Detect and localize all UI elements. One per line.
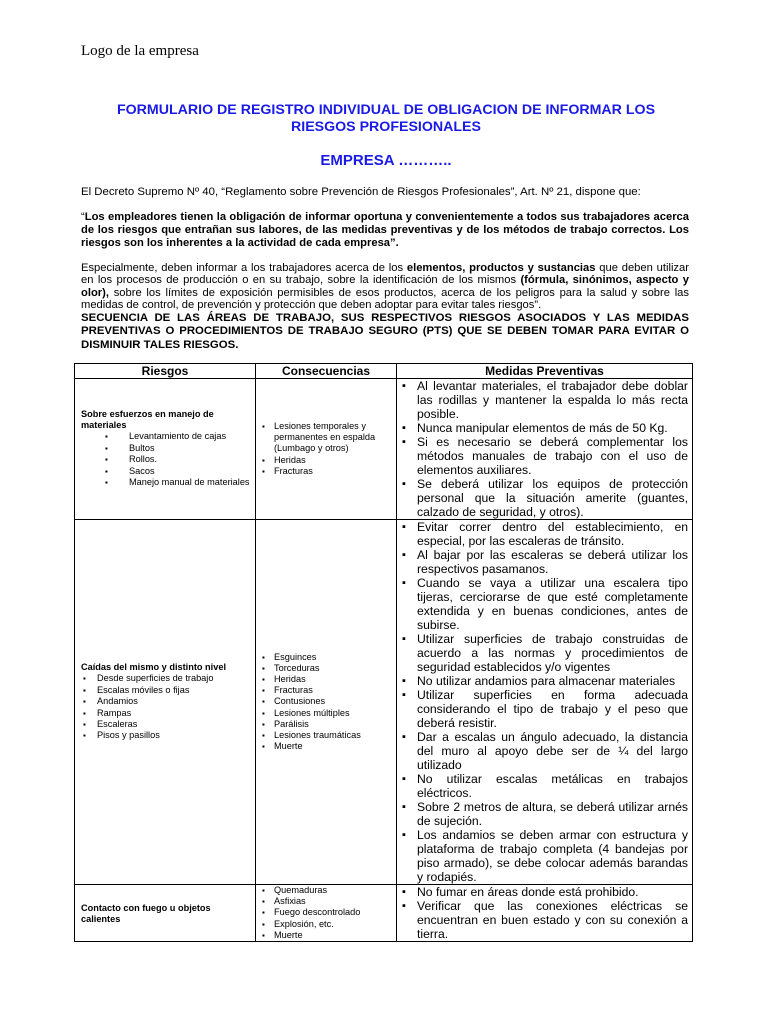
list-item: ▪ Evitar correr dentro del establecimiento, en especial, por las escaleras de tránsito. [397,520,692,548]
list-item: ▪ Esguinces [256,652,396,663]
company-name: EMPRESA ……….. [320,152,452,169]
list-item: ▪ Escaleras [75,719,255,730]
list-item: ▪ Lesiones temporales y permanentes en espalda (Lumbago y otros) [256,421,396,455]
paragraph-part-2: que deben utilizar en los procesos de producción o en su trabajo, sobre la identificación de los mismos [81,262,689,287]
list-item: ▪ Explosión, etc. [256,919,396,930]
list-item: ▪ Utilizar superficies en forma adecuada considerando el tipo de trabajo y el peso que deberá resistir. [397,688,692,730]
list-item: ▪ Contusiones [256,696,396,707]
list-item: ▪ Fracturas [256,466,396,477]
sequence-heading: SECUENCIA DE LAS ÁREAS DE TRABAJO, SUS RESPECTIVOS RIESGOS ASOCIADOS Y LAS MEDIDAS PREVENTIVAS O PROCEDIMIENTOS DE TRABAJO SEGURO (PTS) QUE SE DEBEN TOMAR PARA EVITAR O DISMINUIR TALES RIESGOS. [81,312,689,351]
paragraph-bold-2: (fórmula, sinónimos, aspecto y olor), [81,274,689,299]
list-item: ▪ Dar a escalas un ángulo adecuado, la distancia del muro al apoyo debe ser de ¼ del largo utilizado [397,730,692,772]
header-riesgos: Riesgos [75,364,256,379]
decree-intro: El Decreto Supremo Nº 40, “Reglamento sobre Prevención de Riesgos Profesionales”, Art. Nº 21, dispone que: [81,186,641,198]
company-logo-placeholder: Logo de la empresa [81,43,199,59]
measures-cell [397,520,693,885]
table-row [75,520,693,885]
form-title-line-2: RIESGOS PROFESIONALES [291,119,481,135]
consequences-list [256,421,396,477]
risk-cell [75,379,256,520]
header-medidas-preventivas: Medidas Preventivas [397,364,693,379]
paragraph-part-3: sobre los límites de exposición permisibles de esos productos, acerca de los peligros para la salud y sobre las medidas de control, de prevención y protección que deben adoptar para evitar tales riesgos”. [81,286,689,311]
paragraph-bold-1: elementos, productos y sustancias [406,262,596,274]
form-title [80,102,692,136]
list-item: ▪ Heridas [256,674,396,685]
list-item: ▪ Los andamios se deben armar con estructura y plataforma de trabajo completa (4 bandejas por piso armado), se debe colocar además barandas y rodapiés. [397,828,692,884]
measures-list [397,885,692,941]
risk-cell [75,520,256,885]
list-item: ▪ Desde superficies de trabajo [75,673,255,684]
header-consecuencias: Consecuencias [256,364,397,379]
risk-cell [75,885,256,942]
consequences-cell [256,885,397,942]
measures-list [397,379,692,519]
list-item: ▪ Si es necesario se deberá complementar los métodos manuales de trabajo con el uso de elementos auxiliares. [397,435,692,477]
list-item: ▪ Utilizar superficies de trabajo construidas de acuerdo a las normas y procedimientos de seguridad establecidos y/o vigentes [397,632,692,674]
list-item: ▪ Sobre 2 metros de altura, se deberá utilizar arnés de sujeción. [397,800,692,828]
consequences-list [256,885,396,941]
risk-items-list [75,673,255,741]
list-item: ▪ Al bajar por las escaleras se deberá utilizar los respectivos pasamanos. [397,548,692,576]
list-item: ▪ Lesiones múltiples [256,708,396,719]
list-item: ▪ Heridas [256,455,396,466]
list-item: ▪ Sacos [75,466,255,477]
list-item: ▪ Torceduras [256,663,396,674]
list-item: ▪ Levantamiento de cajas [75,431,255,442]
list-item: ▪ Manejo manual de materiales [75,477,255,488]
risk-items-list [75,431,255,488]
list-item: ▪ Rampas [75,708,255,719]
list-item: ▪ Rollos. [75,454,255,465]
consequences-cell [256,379,397,520]
risk-title: Caídas del mismo y distinto nivel [81,662,226,673]
table-row [75,379,693,520]
consequences-list [256,652,396,753]
risk-title: Sobre esfuerzos en manejo de materiales [81,409,214,431]
table-row [75,885,693,942]
risk-table-header [75,364,693,379]
list-item: ▪ Pisos y pasillos [75,730,255,741]
list-item: ▪ Al levantar materiales, el trabajador debe doblar las rodillas y mantener la espalda lo más recta posible. [397,379,692,421]
decree-quote [81,211,689,249]
list-item: ▪ Andamios [75,696,255,707]
consequences-cell [256,520,397,885]
list-item: ▪ Asfixias [256,896,396,907]
list-item: ▪ Verificar que las conexiones eléctricas se encuentran en buen estado y con su conexión a tierra. [397,899,692,941]
list-item: ▪ Lesiones traumáticas [256,730,396,741]
quote-close-mark: ”. [390,236,399,249]
measures-cell [397,379,693,520]
quote-open-mark: “ [81,211,85,223]
list-item: ▪ Fuego descontrolado [256,907,396,918]
obligation-paragraph [81,262,689,311]
list-item: ▪ Quemaduras [256,885,396,896]
measures-cell [397,885,693,942]
risk-table [74,363,693,942]
quote-text: Los empleadores tienen la obligación de informar oportuna y convenientemente a todos sus trabajadores acerca de los riesgos que entrañan sus labores, de las medidas preventivas y de los métodos de trabajo correctos. Los riesgos son los inherentes a la actividad de cada empresa [81,211,689,249]
list-item: ▪ No fumar en áreas donde está prohibido. [397,885,692,899]
list-item: ▪ Fracturas [256,685,396,696]
list-item: ▪ Muerte [256,930,396,941]
list-item: ▪ Escalas móviles o fijas [75,685,255,696]
paragraph-part-1: Especialmente, deben informar a los trabajadores acerca de los [81,262,407,274]
risk-title: Contacto con fuego u objetos calientes [81,903,211,924]
form-title-line-1: FORMULARIO DE REGISTRO INDIVIDUAL DE OBLIGACION DE INFORMAR LOS [116,102,656,118]
list-item: ▪ Bultos [75,443,255,454]
list-item: ▪ No utilizar andamios para almacenar materiales [397,674,692,688]
list-item: ▪ No utilizar escalas metálicas en trabajos eléctricos. [397,772,692,800]
list-item: ▪ Muerte [256,741,396,752]
list-item: ▪ Parálisis [256,719,396,730]
list-item: ▪ Nunca manipular elementos de más de 50 Kg. [397,421,692,435]
measures-list [397,520,692,884]
list-item: ▪ Cuando se vaya a utilizar una escalera tipo tijeras, cerciorarse de que esté completamente extendida y en buenas condiciones, antes de subirse. [397,576,692,632]
list-item: ▪ Se deberá utilizar los equipos de protección personal que la situación amerite (guantes, calzado de seguridad, y otros). [397,477,692,519]
